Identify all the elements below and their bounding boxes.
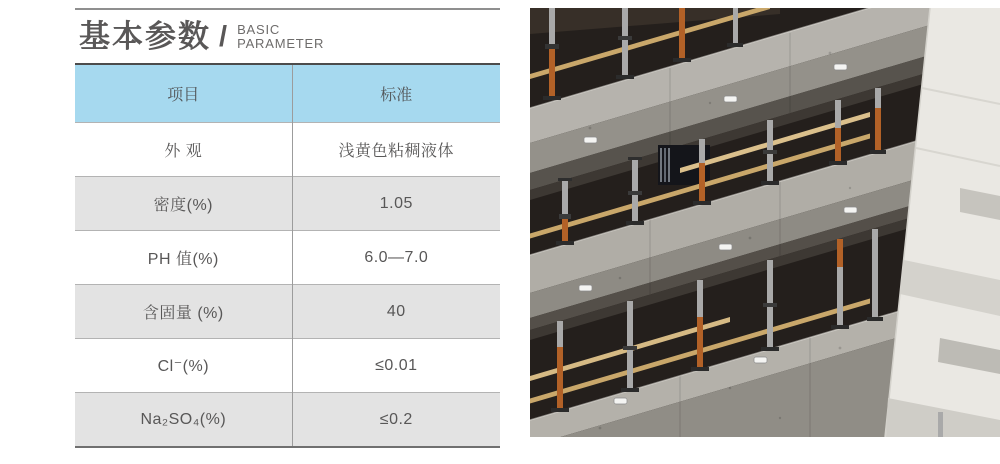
table-row — [75, 339, 500, 393]
section-title-en — [237, 18, 324, 51]
param-value: 40 — [292, 285, 500, 339]
param-item: Cl⁻(%) — [75, 339, 292, 393]
construction-photo-illustration — [530, 8, 1000, 437]
table-row — [75, 177, 500, 231]
section-title — [79, 18, 324, 56]
section-title-en-line1: BASIC — [237, 22, 281, 37]
construction-photo — [530, 8, 1000, 437]
column-header-standard: 标准 — [292, 64, 500, 123]
param-item: Na₂SO₄(%) — [75, 393, 292, 448]
section-title-en-line2: PARAMETER — [237, 36, 325, 51]
param-item: PH 值(%) — [75, 231, 292, 285]
column-header-item: 项目 — [75, 64, 292, 123]
title-slash-divider: / — [219, 21, 228, 53]
title-top-rule — [75, 8, 500, 10]
param-value: 浅黄色粘稠液体 — [292, 123, 500, 177]
param-item: 含固量 (%) — [75, 285, 292, 339]
param-value: ≤0.01 — [292, 339, 500, 393]
param-item: 密度(%) — [75, 177, 292, 231]
param-value: ≤0.2 — [292, 393, 500, 448]
param-item: 外 观 — [75, 123, 292, 177]
table-row — [75, 285, 500, 339]
table-row — [75, 123, 500, 177]
param-value: 1.05 — [292, 177, 500, 231]
section-title-zh: 基本参数 — [79, 19, 211, 54]
table-row — [75, 231, 500, 285]
table-header-row — [75, 64, 500, 123]
param-value: 6.0—7.0 — [292, 231, 500, 285]
parameter-table — [75, 63, 500, 448]
table-row — [75, 393, 500, 448]
